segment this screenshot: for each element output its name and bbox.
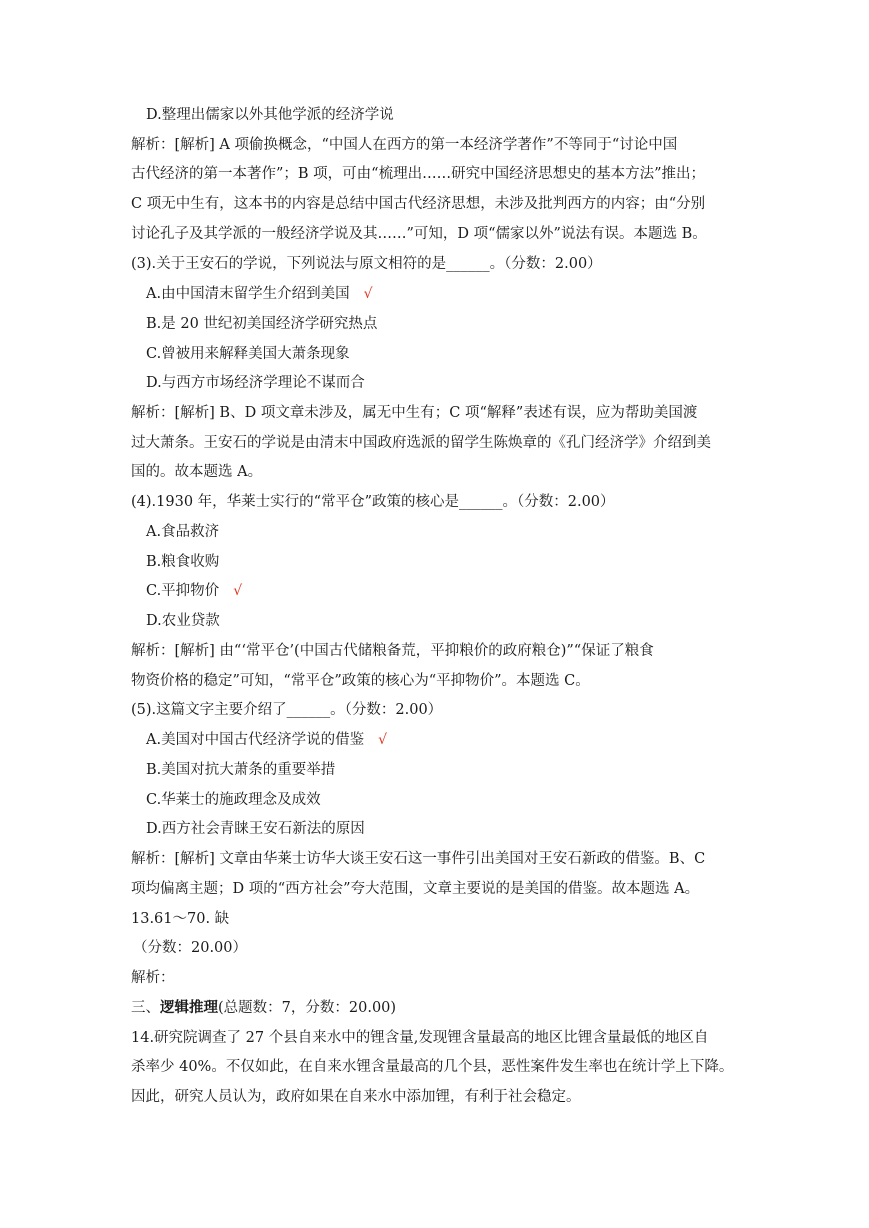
q3-analysis-line-1: 解析：[解析] B、D 项文章未涉及，属无中生有；C 项“解释”表述有误，应为帮助美国渡 [131,405,698,421]
q5-stem: (5).这篇文字主要介绍了______。（分数：2.00） [131,702,443,718]
q3-option-a [146,284,756,304]
q2-option-d: D.整理出儒家以外其他学派的经济学说 [146,107,394,123]
q4-analysis-line-2: 物资价格的稳定”可知，“常平仓”政策的核心为“平抑物价”。本题选 C。 [131,673,590,689]
q4-stem: (4).1930 年，华莱士实行的“常平仓”政策的核心是______。（分数：2.00） [131,494,615,510]
q5-analysis-line-2: 项均偏离主题；D 项的“西方社会”夸大范围，文章主要说的是美国的借鉴。故本题选 A。 [131,881,700,897]
q3-option-b: B.是 20 世纪初美国经济学研究热点 [146,316,378,332]
q2-analysis-line-1: 解析：[解析] A 项偷换概念，“中国人在西方的第一本经济学著作”不等同于“讨论中国 [131,137,678,153]
q13-analysis: 解析： [131,970,175,986]
q2-analysis-line-3: C 项无中生有，这本书的内容是总结中国古代经济思想，未涉及批判西方的内容；由“分别 [131,196,706,212]
q5-option-a [146,730,756,750]
q4-option-b: B.粮食收购 [146,554,220,570]
q3-analysis-line-3: 国的。故本题选 A。 [131,464,263,480]
q3-stem: (3).关于王安石的学说，下列说法与原文相符的是______。（分数：2.00） [131,256,602,272]
section-meta: (总题数：7，分数：20.00) [218,1000,397,1016]
q13-title: 13.61～70. 缺 [131,911,230,927]
q13-score: （分数：20.00） [133,940,248,956]
q4-option-d: D.农业贷款 [146,613,220,629]
q3-analysis-line-2: 过大萧条。王安石的学说是由清末中国政府选派的留学生陈焕章的《孔门经济学》介绍到美 [131,435,711,451]
q2-analysis-line-2: 古代经济的第一本著作”；B 项，可由“梳理出……研究中国经济思想史的基本方法”推出； [131,166,705,182]
check-mark-icon: √ [233,583,243,599]
q3-option-a-text: A.由中国清末留学生介绍到美国 [146,286,350,302]
section-prefix: 三、 [131,1000,160,1016]
q4-option-a: A.食品救济 [146,524,220,540]
q5-option-b: B.美国对抗大萧条的重要举措 [146,762,336,778]
q3-option-c: C.曾被用来解释美国大萧条现象 [146,346,350,362]
check-mark-icon: √ [378,732,388,748]
q4-option-c-text: C.平抑物价 [146,583,220,599]
q14-stem-line-1: 14.研究院调查了 27 个县自来水中的锂含量,发现锂含量最高的地区比锂含量最低的地区自 [131,1030,709,1046]
q4-analysis-line-1: 解析：[解析] 由“‘常平仓’(中国古代储粮备荒，平抑粮价的政府粮仓)”“保证了粮食 [131,643,654,659]
q14-stem-line-3: 因此，研究人员认为，政府如果在自来水中添加锂，有利于社会稳定。 [131,1089,581,1105]
check-mark-icon: √ [363,286,373,302]
q3-option-d: D.与西方市场经济学理论不谋而合 [146,375,365,391]
q14-stem-line-2: 杀率少 40%。不仅如此，在自来水锂含量最高的几个县，恶性案件发生率也在统计学上下降。 [131,1059,734,1075]
q4-option-c [146,581,756,601]
q5-analysis-line-1: 解析：[解析] 文章由华莱士访华大谈王安石这一事件引出美国对王安石新政的借鉴。B、C [131,851,706,867]
q5-option-d: D.西方社会青睐王安石新法的原因 [146,821,365,837]
q5-option-a-text: A.美国对中国古代经济学说的借鉴 [146,732,365,748]
section-heading [131,998,741,1018]
q2-analysis-line-4: 讨论孔子及其学派的一般经济学说及其……”可知，D 项“儒家以外”说法有误。本题选 B。 [131,226,707,242]
q5-option-c: C.华莱士的施政理念及成效 [146,792,321,808]
section-name: 逻辑推理 [160,999,218,1016]
